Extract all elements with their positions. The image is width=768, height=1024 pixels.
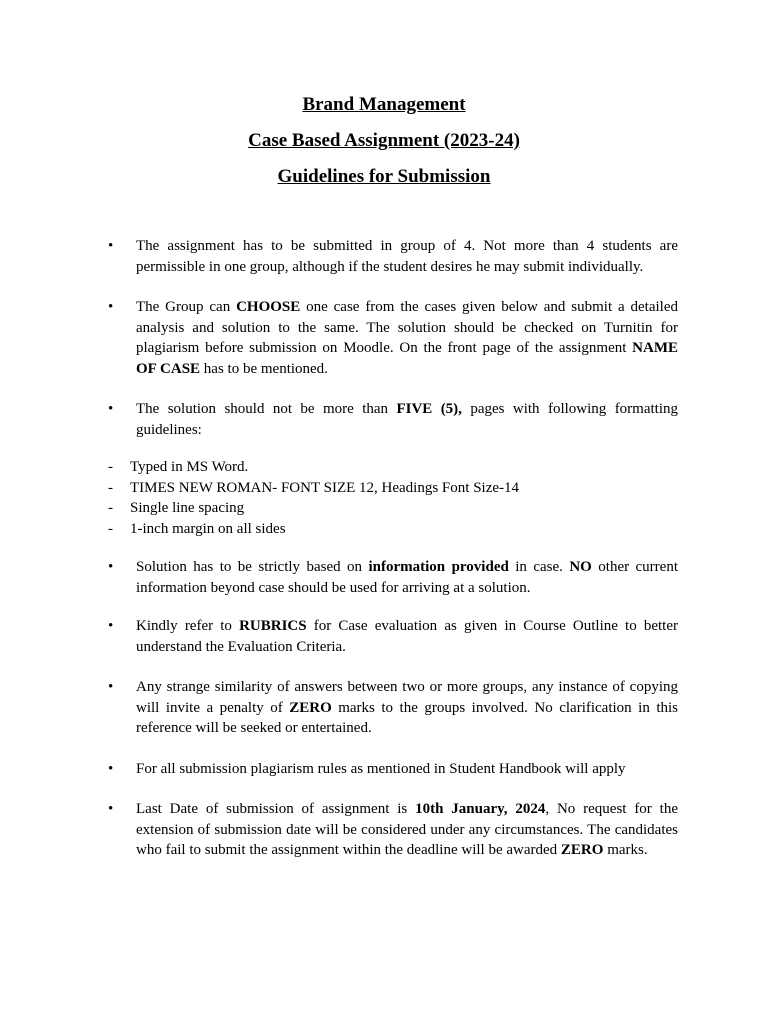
guideline-item bbox=[108, 297, 678, 379]
title-block bbox=[0, 93, 768, 201]
sublist-item bbox=[108, 457, 678, 478]
dash-icon: - bbox=[108, 479, 113, 496]
guideline-text bbox=[136, 557, 678, 598]
bullet-icon: • bbox=[108, 238, 114, 254]
course-title: Brand Management bbox=[302, 94, 466, 115]
dash-icon: - bbox=[108, 520, 113, 537]
assignment-title: Case Based Assignment (2023-24) bbox=[248, 130, 520, 151]
text-run: Solution has to be strictly based on bbox=[136, 559, 369, 575]
guideline-item bbox=[108, 236, 678, 277]
emphasis-text: ZERO bbox=[560, 842, 604, 858]
emphasis-text: ZERO bbox=[289, 699, 332, 716]
text-run: Kindly refer to bbox=[136, 618, 240, 634]
guideline-text bbox=[136, 799, 678, 861]
guideline-text bbox=[136, 236, 678, 277]
bullet-icon: • bbox=[108, 679, 114, 695]
text-run: Any strange similarity of answers between two or more groups, any instance of copying will invite a penalty of bbox=[136, 679, 678, 716]
emphasis-text: NO bbox=[569, 559, 592, 575]
guideline-item bbox=[108, 759, 678, 780]
guideline-item bbox=[108, 677, 678, 739]
sublist-text: Typed in MS Word. bbox=[130, 459, 249, 475]
text-run: The Group can bbox=[136, 299, 237, 315]
guideline-text bbox=[136, 297, 678, 379]
sublist-item bbox=[108, 478, 678, 499]
guideline-item bbox=[108, 557, 678, 598]
text-run: other current information beyond case should be used for arriving at a solution. bbox=[136, 559, 678, 596]
guidelines-title: Guidelines for Submission bbox=[277, 166, 491, 187]
sublist-text: TIMES NEW ROMAN- FONT SIZE 12, Headings Font Size-14 bbox=[130, 479, 520, 496]
emphasis-text: FIVE (5), bbox=[396, 401, 462, 417]
bullet-icon: • bbox=[108, 760, 114, 777]
sublist-item bbox=[108, 519, 678, 540]
text-run: , No request for the extension of submission date will be considered under any circumstances. The candidates who fail to submit the assignment within the deadline will be awarded bbox=[136, 801, 678, 858]
text-run: one case from the cases given below and submit a detailed analysis and solution to the same. The solution should be checked on Turnitin for plagiarism before submission on Moodle. On the front page of the assignment bbox=[136, 299, 678, 356]
dash-icon: - bbox=[108, 500, 113, 516]
bullet-icon: • bbox=[108, 801, 114, 817]
bullet-icon: • bbox=[108, 618, 114, 634]
text-run: marks to the groups involved. No clarification in this reference will be seeked or entertained. bbox=[136, 699, 678, 736]
guideline-text bbox=[136, 759, 678, 780]
guideline-text bbox=[136, 616, 678, 657]
dash-icon: - bbox=[108, 459, 113, 475]
text-run: marks. bbox=[603, 842, 648, 858]
text-run: The assignment has to be submitted in group of 4. Not more than 4 students are permissible in one group, although if the student desires he may submit individually. bbox=[136, 238, 678, 275]
bullet-icon: • bbox=[108, 401, 114, 417]
text-run: in case. bbox=[508, 559, 570, 575]
guideline-text bbox=[136, 399, 678, 440]
guideline-item bbox=[108, 399, 678, 539]
sublist-item bbox=[108, 498, 678, 519]
sublist-text: 1-inch margin on all sides bbox=[130, 520, 286, 537]
text-run: pages with following formatting guidelines: bbox=[136, 401, 679, 438]
emphasis-text: 10th January, 2024 bbox=[415, 801, 546, 817]
text-run: has to be mentioned. bbox=[200, 360, 328, 377]
emphasis-text: RUBRICS bbox=[239, 618, 307, 634]
guideline-item bbox=[108, 799, 678, 861]
guideline-item bbox=[108, 616, 678, 657]
text-run: The solution should not be more than bbox=[136, 401, 397, 417]
bullet-icon: • bbox=[108, 559, 114, 575]
emphasis-text: NAME OF CASE bbox=[136, 340, 678, 377]
guideline-text bbox=[136, 677, 678, 739]
emphasis-text: information provided bbox=[368, 559, 509, 575]
text-run: for Case evaluation as given in Course Outline to better understand the Evaluation Criteria. bbox=[136, 618, 678, 655]
formatting-sublist bbox=[108, 457, 678, 539]
emphasis-text: CHOOSE bbox=[236, 299, 301, 315]
sublist-text: Single line spacing bbox=[130, 500, 245, 516]
guidelines-list bbox=[108, 236, 678, 861]
text-run: For all submission plagiarism rules as mentioned in Student Handbook will apply bbox=[136, 760, 626, 777]
bullet-icon: • bbox=[108, 299, 114, 315]
text-run: Last Date of submission of assignment is bbox=[136, 801, 416, 817]
